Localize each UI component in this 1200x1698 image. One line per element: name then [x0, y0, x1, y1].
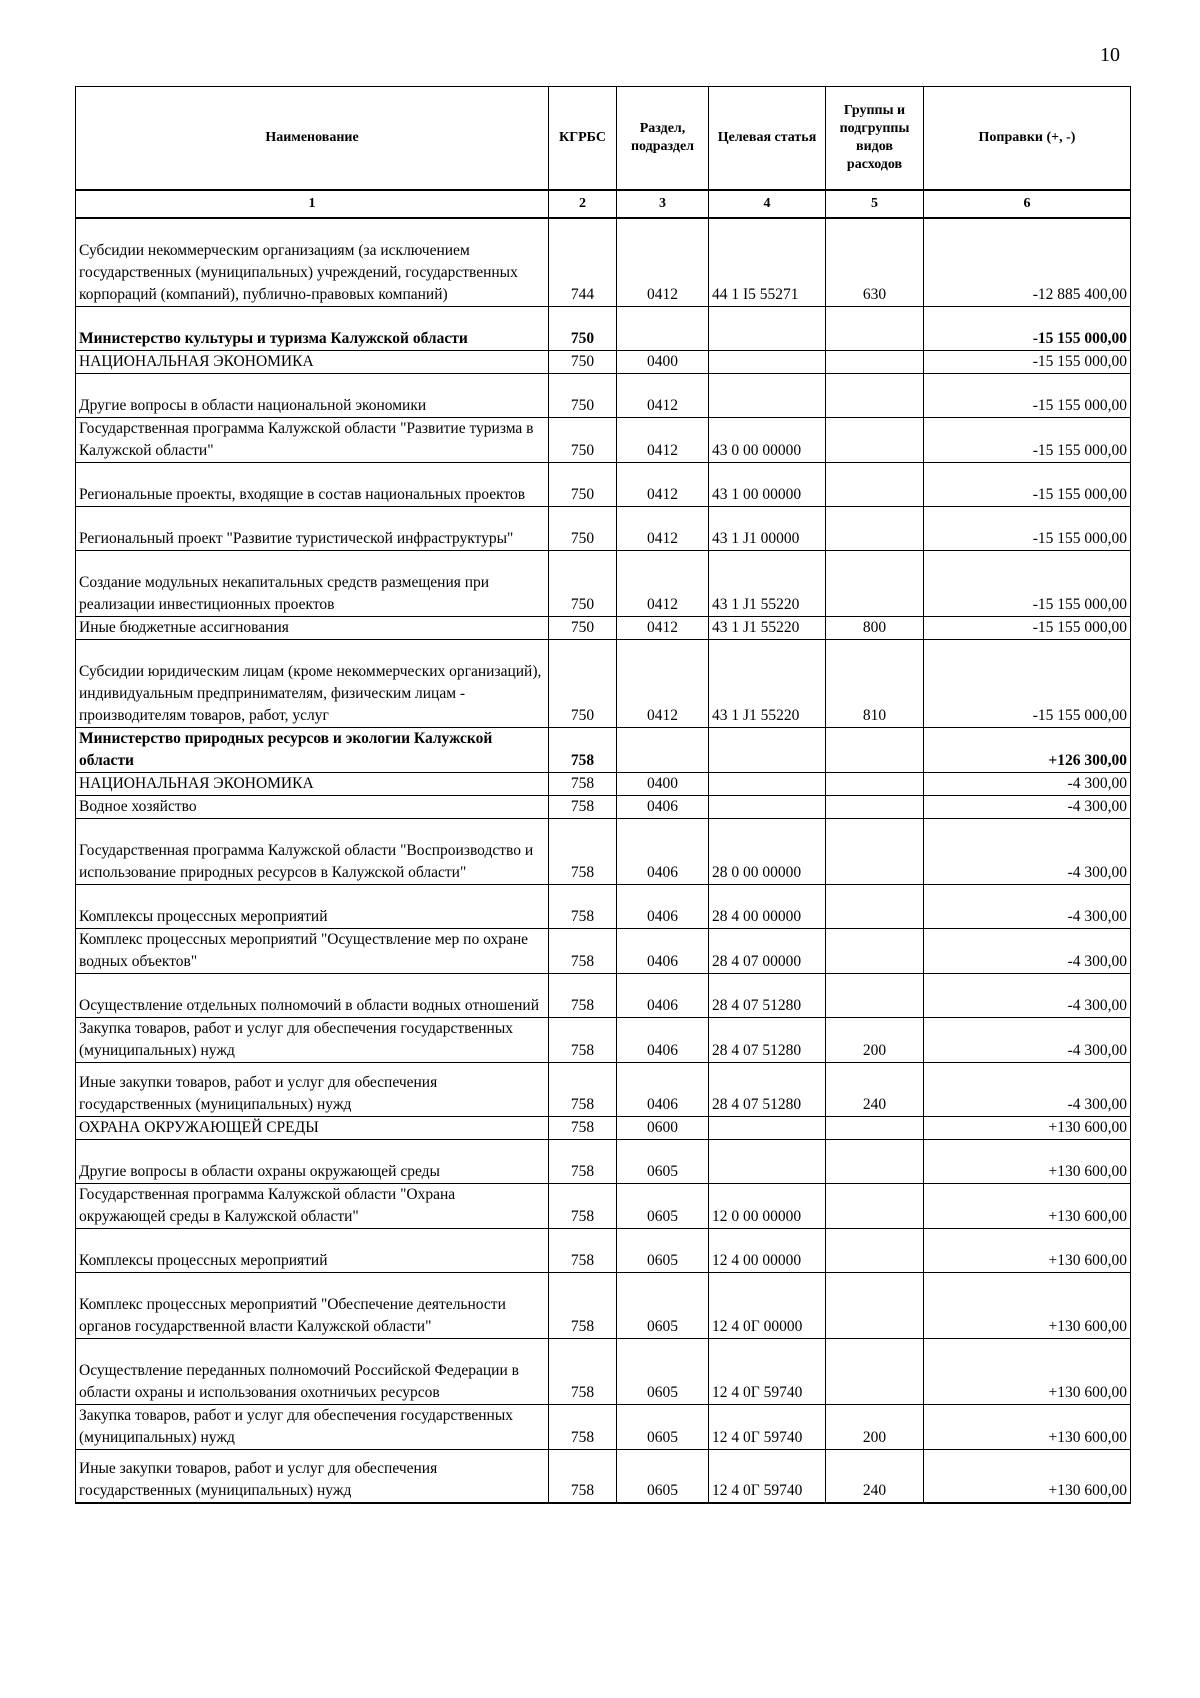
cell-section: 0412 — [617, 550, 709, 616]
cell-kgrbs: 758 — [549, 1449, 617, 1503]
cell-group — [826, 350, 924, 373]
cell-group — [826, 772, 924, 795]
budget-amendments-table — [75, 86, 1131, 1504]
cell-name: Государственная программа Калужской области "Развитие туризма в Калужской области" — [76, 417, 549, 462]
cell-amount: -15 155 000,00 — [924, 616, 1131, 639]
header-target: Целевая статья — [709, 87, 826, 191]
cell-kgrbs: 758 — [549, 1404, 617, 1449]
cell-section: 0605 — [617, 1183, 709, 1228]
table-row — [76, 818, 1131, 884]
cell-kgrbs: 758 — [549, 818, 617, 884]
cell-section: 0412 — [617, 417, 709, 462]
cell-name: Государственная программа Калужской области "Охрана окружающей среды в Калужской области" — [76, 1183, 549, 1228]
cell-target: 12 4 0Г 59740 — [709, 1449, 826, 1503]
table-row — [76, 1116, 1131, 1139]
cell-group — [826, 1228, 924, 1272]
cell-name: Создание модульных некапитальных средств размещения при реализации инвестиционных проектов — [76, 550, 549, 616]
cell-name: Иные закупки товаров, работ и услуг для обеспечения государственных (муниципальных) нужд — [76, 1449, 549, 1503]
cell-group — [826, 928, 924, 973]
cell-kgrbs: 758 — [549, 973, 617, 1017]
cell-target — [709, 795, 826, 818]
cell-name: НАЦИОНАЛЬНАЯ ЭКОНОМИКА — [76, 350, 549, 373]
cell-group: 800 — [826, 616, 924, 639]
cell-target — [709, 1139, 826, 1183]
cell-section: 0605 — [617, 1228, 709, 1272]
cell-group: 630 — [826, 218, 924, 306]
cell-kgrbs: 758 — [549, 1272, 617, 1338]
cell-section: 0605 — [617, 1338, 709, 1404]
cell-target: 43 1 J1 55220 — [709, 639, 826, 727]
cell-group — [826, 373, 924, 417]
cell-target: 12 0 00 00000 — [709, 1183, 826, 1228]
cell-amount: -15 155 000,00 — [924, 639, 1131, 727]
cell-target — [709, 727, 826, 772]
cell-section: 0412 — [617, 462, 709, 506]
cell-target — [709, 1116, 826, 1139]
cell-amount: -4 300,00 — [924, 795, 1131, 818]
cell-name: Региональные проекты, входящие в состав национальных проектов — [76, 462, 549, 506]
cell-amount: -4 300,00 — [924, 1062, 1131, 1116]
page-number: 10 — [1100, 44, 1120, 66]
cell-group: 810 — [826, 639, 924, 727]
cell-section: 0600 — [617, 1116, 709, 1139]
cell-kgrbs: 750 — [549, 506, 617, 550]
cell-section: 0605 — [617, 1139, 709, 1183]
cell-target: 43 1 00 00000 — [709, 462, 826, 506]
table-row — [76, 1449, 1131, 1503]
cell-section — [617, 306, 709, 350]
cell-target: 28 0 00 00000 — [709, 818, 826, 884]
table-row — [76, 1338, 1131, 1404]
table-row — [76, 1404, 1131, 1449]
cell-group: 240 — [826, 1062, 924, 1116]
cell-amount: -15 155 000,00 — [924, 350, 1131, 373]
cell-name: НАЦИОНАЛЬНАЯ ЭКОНОМИКА — [76, 772, 549, 795]
cell-amount: -4 300,00 — [924, 884, 1131, 928]
cell-name: Закупка товаров, работ и услуг для обеспечения государственных (муниципальных) нужд — [76, 1017, 549, 1062]
cell-amount: -4 300,00 — [924, 928, 1131, 973]
cell-target — [709, 306, 826, 350]
table-row — [76, 928, 1131, 973]
table-row — [76, 417, 1131, 462]
table-row — [76, 350, 1131, 373]
cell-section: 0406 — [617, 818, 709, 884]
cell-group: 200 — [826, 1404, 924, 1449]
cell-amount: -12 885 400,00 — [924, 218, 1131, 306]
table-row — [76, 306, 1131, 350]
cell-group — [826, 818, 924, 884]
cell-name: Комплекс процессных мероприятий "Осуществление мер по охране водных объектов" — [76, 928, 549, 973]
cell-target: 43 1 J1 00000 — [709, 506, 826, 550]
column-number: 6 — [924, 190, 1131, 218]
cell-amount: +130 600,00 — [924, 1404, 1131, 1449]
table-row — [76, 1062, 1131, 1116]
cell-name: Региональный проект "Развитие туристической инфраструктуры" — [76, 506, 549, 550]
cell-name: Министерство культуры и туризма Калужской области — [76, 306, 549, 350]
cell-target: 28 4 07 51280 — [709, 1017, 826, 1062]
cell-name: Субсидии некоммерческим организациям (за исключением государственных (муниципальных) учреждений, государственных корпораций (компаний), публично-правовых компаний) — [76, 218, 549, 306]
cell-group — [826, 795, 924, 818]
cell-group — [826, 306, 924, 350]
cell-section: 0406 — [617, 884, 709, 928]
cell-target: 43 1 J1 55220 — [709, 550, 826, 616]
table-row — [76, 616, 1131, 639]
cell-section: 0406 — [617, 973, 709, 1017]
cell-section: 0412 — [617, 639, 709, 727]
cell-section: 0412 — [617, 616, 709, 639]
cell-section: 0400 — [617, 350, 709, 373]
cell-target: 44 1 I5 55271 — [709, 218, 826, 306]
cell-name: Осуществление отдельных полномочий в области водных отношений — [76, 973, 549, 1017]
table-row — [76, 1228, 1131, 1272]
cell-kgrbs: 758 — [549, 1338, 617, 1404]
cell-amount: +130 600,00 — [924, 1183, 1131, 1228]
cell-target: 28 4 07 51280 — [709, 973, 826, 1017]
cell-group — [826, 550, 924, 616]
cell-section: 0412 — [617, 373, 709, 417]
cell-kgrbs: 750 — [549, 306, 617, 350]
cell-amount: -4 300,00 — [924, 818, 1131, 884]
cell-kgrbs: 758 — [549, 1017, 617, 1062]
table-row — [76, 506, 1131, 550]
cell-kgrbs: 750 — [549, 462, 617, 506]
cell-kgrbs: 744 — [549, 218, 617, 306]
table-row — [76, 973, 1131, 1017]
cell-target: 12 4 0Г 00000 — [709, 1272, 826, 1338]
cell-kgrbs: 750 — [549, 550, 617, 616]
cell-kgrbs: 758 — [549, 928, 617, 973]
cell-kgrbs: 750 — [549, 417, 617, 462]
cell-target — [709, 350, 826, 373]
table-body — [76, 218, 1131, 1503]
table-row — [76, 884, 1131, 928]
cell-target: 12 4 0Г 59740 — [709, 1338, 826, 1404]
cell-name: Иные бюджетные ассигнования — [76, 616, 549, 639]
cell-kgrbs: 758 — [549, 1139, 617, 1183]
column-number: 4 — [709, 190, 826, 218]
table-row — [76, 1183, 1131, 1228]
cell-amount: -4 300,00 — [924, 1017, 1131, 1062]
cell-name: Иные закупки товаров, работ и услуг для обеспечения государственных (муниципальных) нужд — [76, 1062, 549, 1116]
cell-group — [826, 462, 924, 506]
cell-name: Другие вопросы в области охраны окружающей среды — [76, 1139, 549, 1183]
table-row — [76, 639, 1131, 727]
cell-group — [826, 884, 924, 928]
cell-amount: -15 155 000,00 — [924, 373, 1131, 417]
cell-target: 43 1 J1 55220 — [709, 616, 826, 639]
cell-section: 0605 — [617, 1449, 709, 1503]
cell-amount: -4 300,00 — [924, 772, 1131, 795]
column-number-row — [76, 190, 1131, 218]
table-row — [76, 1139, 1131, 1183]
cell-kgrbs: 758 — [549, 1183, 617, 1228]
cell-name: Водное хозяйство — [76, 795, 549, 818]
table-row — [76, 772, 1131, 795]
cell-section: 0400 — [617, 772, 709, 795]
cell-section: 0406 — [617, 1062, 709, 1116]
cell-amount: +130 600,00 — [924, 1139, 1131, 1183]
cell-target — [709, 772, 826, 795]
cell-name: Субсидии юридическим лицам (кроме некоммерческих организаций), индивидуальным предпринимателям, физическим лицам - производителям товаров, работ, услуг — [76, 639, 549, 727]
cell-kgrbs: 758 — [549, 727, 617, 772]
cell-name: Государственная программа Калужской области "Воспроизводство и использование природных ресурсов в Калужской области" — [76, 818, 549, 884]
header-section: Раздел, подраздел — [617, 87, 709, 191]
cell-section: 0605 — [617, 1404, 709, 1449]
cell-amount: +130 600,00 — [924, 1449, 1131, 1503]
cell-kgrbs: 758 — [549, 772, 617, 795]
cell-name: Другие вопросы в области национальной экономики — [76, 373, 549, 417]
cell-amount: -4 300,00 — [924, 973, 1131, 1017]
cell-group — [826, 506, 924, 550]
cell-kgrbs: 750 — [549, 616, 617, 639]
cell-group — [826, 1272, 924, 1338]
table-row — [76, 373, 1131, 417]
table-row — [76, 727, 1131, 772]
cell-amount: -15 155 000,00 — [924, 306, 1131, 350]
header-amount: Поправки (+, -) — [924, 87, 1131, 191]
cell-amount: +130 600,00 — [924, 1228, 1131, 1272]
cell-section: 0605 — [617, 1272, 709, 1338]
table-row — [76, 795, 1131, 818]
cell-section: 0412 — [617, 218, 709, 306]
cell-amount: +130 600,00 — [924, 1338, 1131, 1404]
cell-amount: +130 600,00 — [924, 1116, 1131, 1139]
cell-group: 240 — [826, 1449, 924, 1503]
column-number: 3 — [617, 190, 709, 218]
cell-target — [709, 373, 826, 417]
table-row — [76, 218, 1131, 306]
cell-amount: -15 155 000,00 — [924, 417, 1131, 462]
cell-amount: -15 155 000,00 — [924, 550, 1131, 616]
header-name: Наименование — [76, 87, 549, 191]
column-number: 5 — [826, 190, 924, 218]
cell-amount: +126 300,00 — [924, 727, 1131, 772]
cell-kgrbs: 750 — [549, 373, 617, 417]
column-number: 1 — [76, 190, 549, 218]
cell-amount: -15 155 000,00 — [924, 462, 1131, 506]
cell-section — [617, 727, 709, 772]
cell-section: 0412 — [617, 506, 709, 550]
table-row — [76, 462, 1131, 506]
cell-kgrbs: 750 — [549, 639, 617, 727]
cell-target: 12 4 00 00000 — [709, 1228, 826, 1272]
cell-amount: +130 600,00 — [924, 1272, 1131, 1338]
cell-section: 0406 — [617, 928, 709, 973]
header-row — [76, 87, 1131, 191]
cell-group — [826, 1116, 924, 1139]
cell-target: 28 4 07 51280 — [709, 1062, 826, 1116]
table-row — [76, 550, 1131, 616]
cell-group — [826, 973, 924, 1017]
cell-name: Комплексы процессных мероприятий — [76, 1228, 549, 1272]
cell-kgrbs: 758 — [549, 1062, 617, 1116]
cell-kgrbs: 758 — [549, 1116, 617, 1139]
cell-section: 0406 — [617, 795, 709, 818]
cell-kgrbs: 758 — [549, 795, 617, 818]
cell-name: Осуществление переданных полномочий Российской Федерации в области охраны и использования охотничьих ресурсов — [76, 1338, 549, 1404]
cell-group — [826, 727, 924, 772]
table-row — [76, 1272, 1131, 1338]
cell-group — [826, 1139, 924, 1183]
cell-name: Комплекс процессных мероприятий "Обеспечение деятельности органов государственной власти Калужской области" — [76, 1272, 549, 1338]
cell-group — [826, 417, 924, 462]
cell-group — [826, 1338, 924, 1404]
cell-kgrbs: 750 — [549, 350, 617, 373]
cell-kgrbs: 758 — [549, 1228, 617, 1272]
cell-target: 28 4 07 00000 — [709, 928, 826, 973]
cell-section: 0406 — [617, 1017, 709, 1062]
cell-amount: -15 155 000,00 — [924, 506, 1131, 550]
cell-target: 12 4 0Г 59740 — [709, 1404, 826, 1449]
cell-name: Комплексы процессных мероприятий — [76, 884, 549, 928]
cell-target: 28 4 00 00000 — [709, 884, 826, 928]
cell-name: ОХРАНА ОКРУЖАЮЩЕЙ СРЕДЫ — [76, 1116, 549, 1139]
cell-group — [826, 1183, 924, 1228]
cell-group: 200 — [826, 1017, 924, 1062]
table-row — [76, 1017, 1131, 1062]
column-number: 2 — [549, 190, 617, 218]
cell-target: 43 0 00 00000 — [709, 417, 826, 462]
header-group: Группы и подгруппы видов расходов — [826, 87, 924, 191]
cell-name: Министерство природных ресурсов и экологии Калужской области — [76, 727, 549, 772]
header-kgrbs: КГРБС — [549, 87, 617, 191]
cell-kgrbs: 758 — [549, 884, 617, 928]
cell-name: Закупка товаров, работ и услуг для обеспечения государственных (муниципальных) нужд — [76, 1404, 549, 1449]
